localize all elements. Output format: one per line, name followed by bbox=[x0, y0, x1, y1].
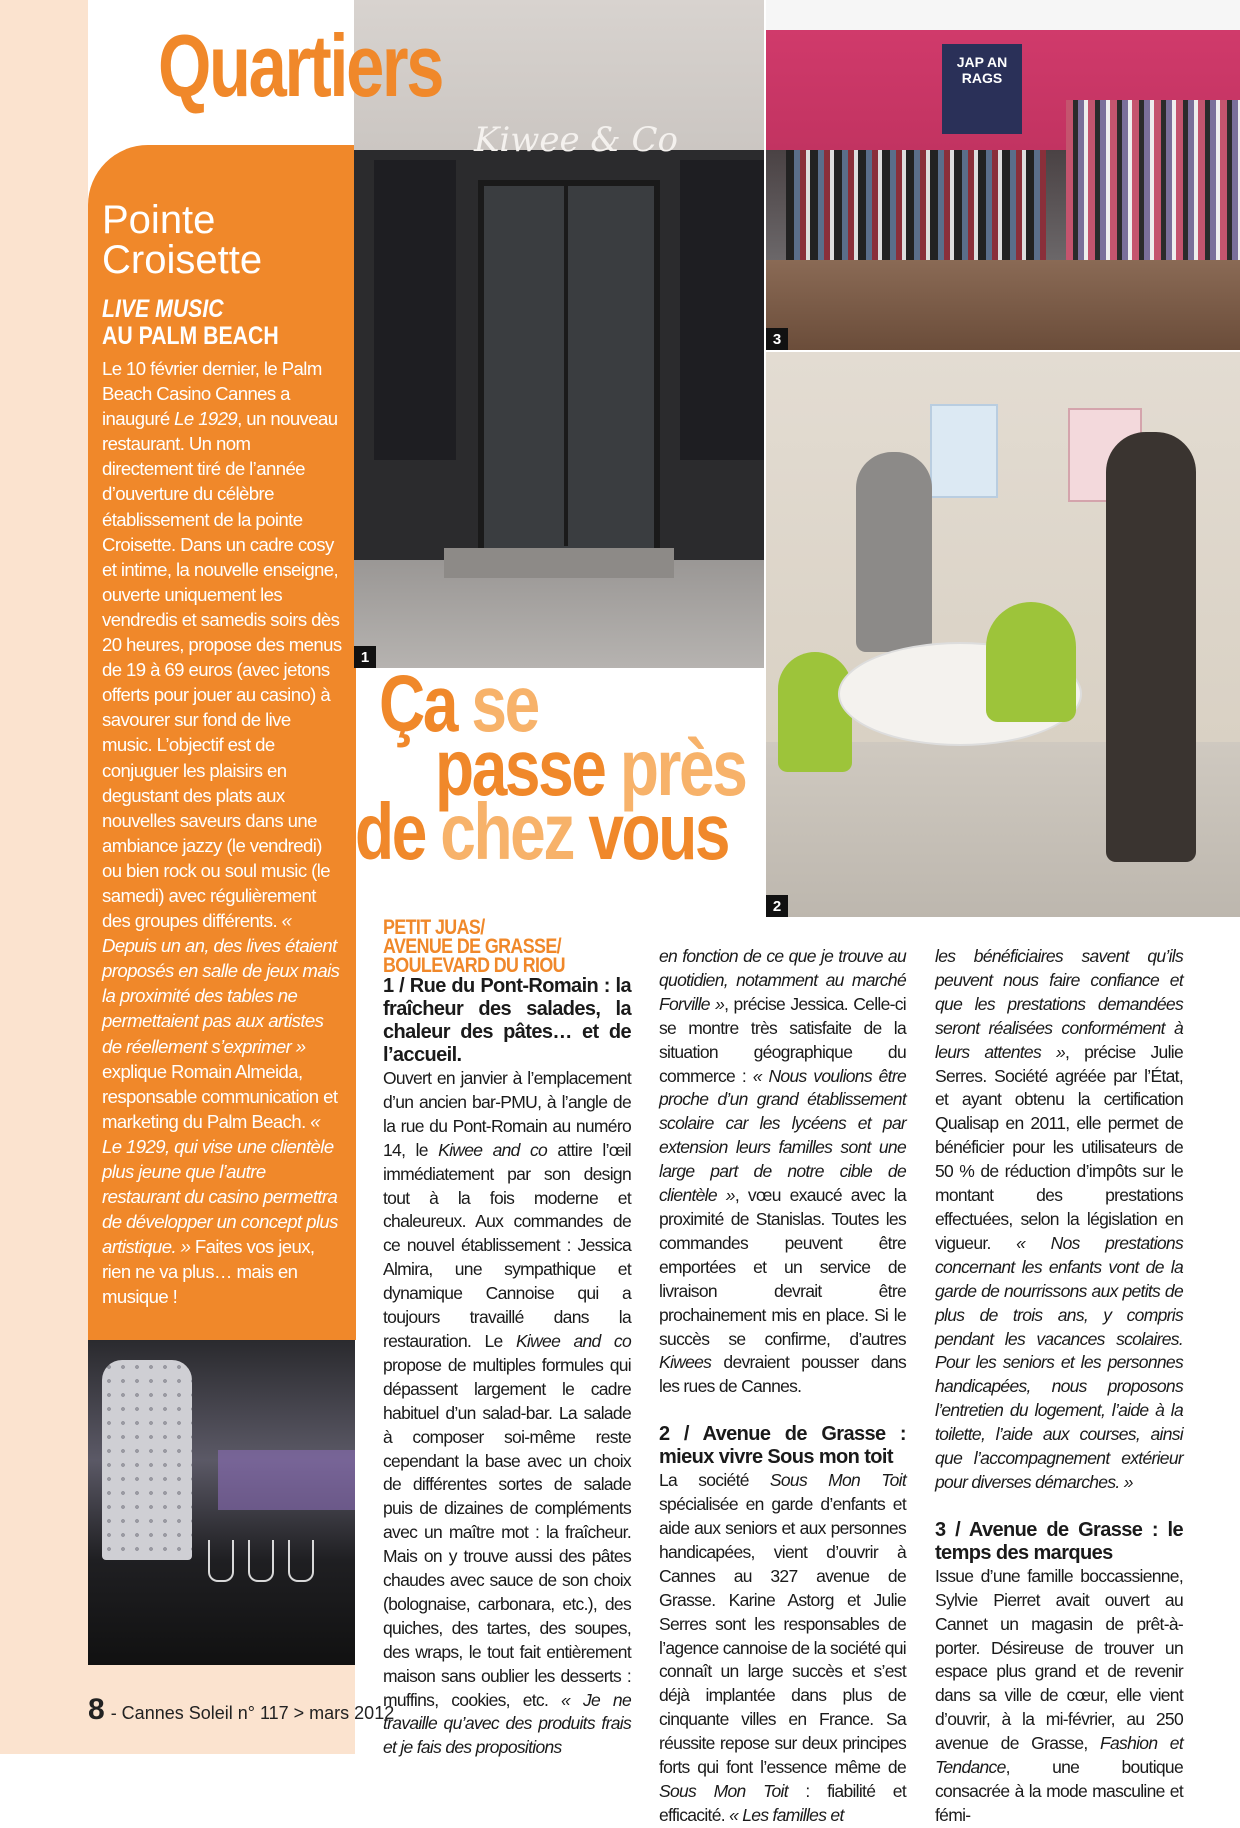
body-quote: « Nos prestations concernant les enfants vont de la garde de nourrissons aux petits de plus de trois ans, y compris pendant les vacances scolaires. Pour les seniors et les personnes handicapées, nous proposons l’entretien du logement, l’aide à la toilette, l’aide aux courses, ainsi que l’accompagnement extérieur pour diverses démarches. » bbox=[935, 1232, 1184, 1492]
photo-number-badge: 3 bbox=[766, 328, 788, 350]
page-number: 8 bbox=[88, 1693, 105, 1726]
body-text: La société bbox=[659, 1470, 770, 1491]
sidebar-body bbox=[102, 356, 342, 1310]
clothing-rack-right bbox=[1066, 100, 1240, 260]
body-quote: les bénéficiaires savent qu’ils peuvent nous faire confiance et que les prestations demandées seront réalisées conformément à leurs attentes » bbox=[935, 946, 1183, 1062]
sidebar-kicker: LIVE MUSIC bbox=[102, 295, 224, 323]
issue-info: - Cannes Soleil n° 117 > mars 2012 bbox=[110, 1703, 395, 1723]
green-chair bbox=[986, 602, 1076, 722]
article-subtitle: 3 / Avenue de Grasse : le temps des marques bbox=[935, 1518, 1183, 1564]
article-paragraph bbox=[383, 1067, 631, 1760]
body-text: , précise Jessica. Celle-ci se montre très satisfaite de la situation géographique du commerce : bbox=[659, 993, 906, 1086]
menu-panel-right bbox=[680, 160, 764, 460]
entrance-step bbox=[444, 548, 674, 578]
body-italic: Sous Mon Toit bbox=[659, 1781, 788, 1801]
body-italic: Sous Mon Toit bbox=[769, 1470, 906, 1491]
body-text: explique Romain Almeida, responsable communication et marketing du Palm Beach. bbox=[102, 1060, 338, 1132]
green-chair bbox=[778, 652, 852, 772]
headline-word: se bbox=[471, 659, 538, 748]
article-subtitle: 2 / Avenue de Grasse : mieux vivre Sous mon toit bbox=[659, 1423, 906, 1469]
body-text: devraient pousser dans les rues de Cannes. bbox=[659, 1352, 906, 1397]
body-text: , vœu exaucé avec la proximité de Stanislas. Toutes les commandes peuvent être emportées et un service de livraison devrait être prochainement mis en place. Si le succès se confirme, d’autres bbox=[659, 1185, 907, 1349]
article-section-title: PETIT JUAS/ AVENUE DE GRASSE/ BOULEVARD DU RIOU bbox=[383, 916, 565, 977]
storefront-door bbox=[478, 180, 660, 562]
sidebar-heading: AU PALM BEACH bbox=[102, 322, 279, 350]
body-text: Le 10 février dernier, le Palm Beach Casino Cannes a inauguré bbox=[102, 358, 322, 430]
body-italic: Le 1929 bbox=[174, 408, 238, 430]
article-column-3 bbox=[935, 945, 1183, 1828]
body-text: attire l’œil immédiatement par son design tout à la fois moderne et chaleureux. Aux commandes de ce nouvel établissement : Jessica Almira, une sympathique et dynamique Cannoise qui a toujours travaillé dans la restauration. Le bbox=[383, 1139, 631, 1351]
body-text: Ouvert en janvier à l’emplacement d’un ancien bar-PMU, à l’angle de la rue du Pont-Romain au numéro 14, le bbox=[383, 1068, 631, 1160]
article-paragraph bbox=[935, 945, 1183, 1495]
headline-word: chez bbox=[440, 787, 589, 876]
wall-poster bbox=[930, 404, 998, 498]
tufted-chair bbox=[102, 1360, 192, 1560]
body-quote: « Le 1929, qui vise une clientèle plus jeune que l’autre restaurant du casino permettra de développer un concept plus artistique. » bbox=[102, 1110, 338, 1258]
body-quote: « Les familles et bbox=[729, 1804, 844, 1825]
peach-margin-strip bbox=[0, 0, 88, 1754]
sidebar-article bbox=[102, 200, 342, 1310]
body-text: , précise Julie Serres. Société agréée par l’État, et ayant obtenu la certification Qualisap en 2011, elle permet de bénéficier pour les utilisateurs de 50 % de réduction d’impôts sur le montant des prestations effectuées, selon la législation en vigueur. bbox=[935, 1041, 1183, 1253]
body-text: , une boutique consacrée à la mode masculine et fémi- bbox=[935, 1757, 1183, 1825]
page-footer bbox=[88, 1693, 394, 1727]
wine-glass bbox=[248, 1540, 274, 1582]
body-text: Issue d’une famille boccassienne, Sylvie Pierret avait ouvert au Cannet un magasin de prêt-à-porter. Désireuse de trouver un espace plus grand et de revenir dans sa ville de cœur, elle vient d’ouvrir, à la mi-février, au 250 avenue de Grasse, bbox=[935, 1565, 1183, 1754]
section-title: Quartiers bbox=[158, 16, 443, 115]
body-text: propose de multiples formules qui dépassent largement le cadre habituel d’un salad-bar. La salade à composer soi-même reste cependant la base avec un choix de différentes sortes de salade puis de dizaines de compléments avec un maître mot : la fraîcheur. Mais on y trouve aussi des pâtes chaudes avec sauce de son choix (bolognaise, carbonara, etc.), des quiches, des tartes, des soupes, des wraps, le tout fait entièrement maison sans oublier les desserts : muffins, cookies, etc. bbox=[383, 1354, 631, 1710]
wine-glass bbox=[208, 1540, 234, 1582]
body-italic: Kiwee and co bbox=[515, 1330, 631, 1351]
body-text: Faites vos jeux, rien ne va plus… mais en musique ! bbox=[102, 1236, 315, 1308]
clothing-rack-left bbox=[786, 150, 1046, 260]
purple-light bbox=[218, 1450, 355, 1510]
body-text: spécialisée en garde d’enfants et aide aux seniors et aux personnes handicapées, vient d’ouvrir à Cannes au 327 avenue de Grasse. Karine Astorg et Julie Serres sont les responsables de l’agence cannoise de la société qui connaît un large succès et s’est déjà implantée dans plus de cinquante villes en France. Sa réussite repose sur deux principes forts qui font l’essence même de bbox=[659, 1494, 906, 1778]
headline-word: près bbox=[619, 723, 746, 812]
photo-restaurant-1929 bbox=[88, 1340, 355, 1665]
body-italic: Kiwees bbox=[659, 1352, 712, 1373]
photo-clothing-boutique bbox=[766, 0, 1240, 350]
headline-word: de bbox=[355, 787, 441, 876]
article-paragraph bbox=[659, 1469, 906, 1828]
body-italic: Fashion et Tendance bbox=[935, 1733, 1184, 1778]
headline-word: Ça bbox=[379, 659, 472, 748]
photo-number-badge: 2 bbox=[766, 895, 788, 917]
door-divider bbox=[564, 186, 568, 546]
body-quote: en fonction de ce que je trouve au quotidien, notamment au marché Forville » bbox=[659, 946, 906, 1014]
article-paragraph bbox=[659, 945, 906, 1399]
article-column-2 bbox=[659, 945, 906, 1828]
body-quote: « Je ne travaille qu’avec des produits frais et je fais des propositions bbox=[383, 1689, 631, 1758]
photo-number-badge: 1 bbox=[354, 646, 376, 668]
headline-word: vous bbox=[588, 787, 729, 876]
storefront-sign: Kiwee & Co bbox=[474, 120, 678, 160]
article-column-1 bbox=[383, 918, 631, 1760]
shirt-print: JAP AN RAGS bbox=[942, 44, 1022, 134]
main-headline bbox=[355, 659, 746, 876]
body-text: : fiabilité et efficacité. bbox=[659, 1781, 906, 1825]
sidebar-area-title: Pointe Croisette bbox=[102, 198, 263, 282]
headline-word: passe bbox=[435, 723, 620, 812]
menu-panel-left bbox=[374, 160, 456, 460]
body-quote: « Depuis un an, des lives étaient proposés en salle de jeux mais la proximité des tables ne permettaient pas aux artistes de réellement s’exprimer » bbox=[102, 910, 340, 1057]
person-standing bbox=[1106, 432, 1196, 862]
body-italic: Kiwee and co bbox=[438, 1139, 548, 1160]
person-standing bbox=[856, 452, 932, 652]
body-text: , un nouveau restaurant. Un nom directement tiré de l’année d’ouverture du célèbre établissement de la pointe Croisette. Dans un cadre cosy et intime, la nouvelle enseigne, ouverte uniquement les vendredis et samedis soirs dès 20 heures, propose des menus de 19 à 69 euros (avec jetons offerts pour jouer au casino) à savourer sur fond de live music. L’objectif est de conjuguer les plaisirs en degustant des plats aux nouvelles saveurs dans une ambiance jazzy (le vendredi) ou bien rock ou soul music (le samedi) avec régulièrement des groupes différents. bbox=[102, 408, 342, 932]
body-quote: « Nous voulions être proche d’un grand établissement scolaire car les lycéens et par extension leurs familles sont une large part de notre cible de clientèle » bbox=[659, 1065, 906, 1206]
photo-sous-mon-toit-agency bbox=[766, 352, 1240, 917]
article-subtitle: 1 / Rue du Pont-Romain : la fraîcheur des salades, la chaleur des pâtes… et de l’accueil. bbox=[383, 975, 631, 1066]
article-paragraph bbox=[935, 1565, 1183, 1828]
wine-glass bbox=[288, 1540, 314, 1582]
